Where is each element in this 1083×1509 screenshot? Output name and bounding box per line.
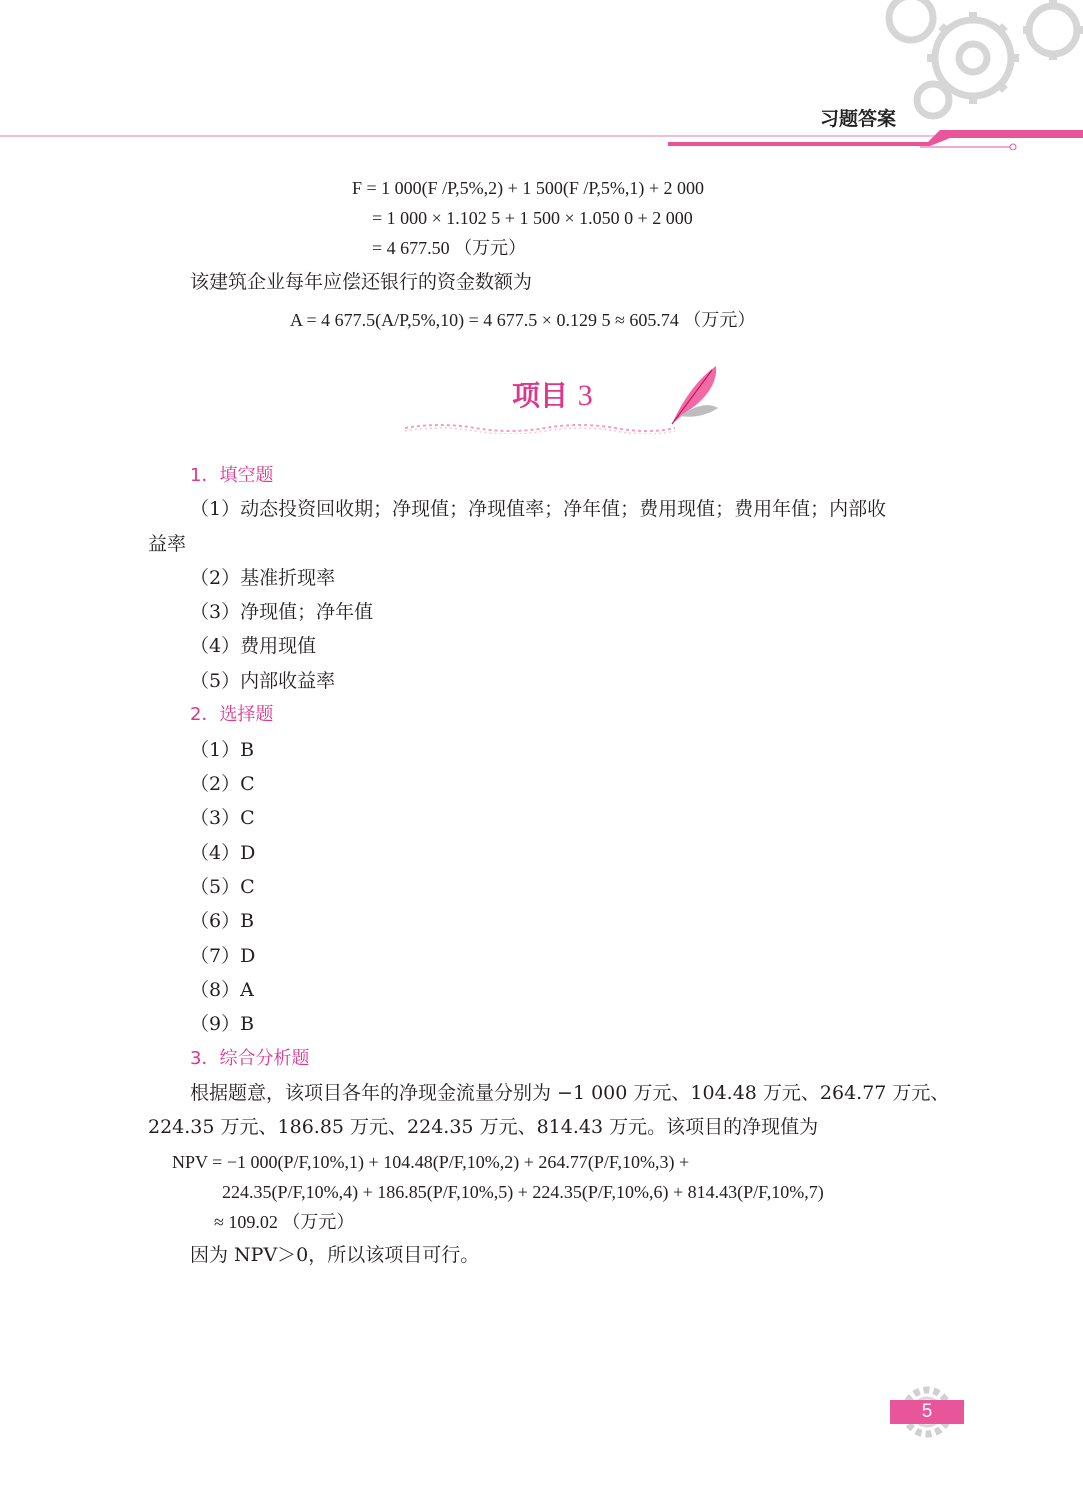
header-title: 习题答案 xyxy=(820,108,897,130)
npv-formula-line-2: 224.35(P/F,10%,4) + 186.85(P/F,10%,5) + 224.35(P/F,10%,6) + 814.43(P/F,10%,7) xyxy=(222,1182,824,1202)
choice-answer: （8）A xyxy=(190,979,254,1001)
project-title-number: 3 xyxy=(577,379,593,412)
choice-answer: （9）B xyxy=(190,1013,255,1035)
project-title-text: 项目 xyxy=(512,379,569,412)
page-number: 5 xyxy=(890,1400,964,1424)
analysis-paragraph-line-2: 224.35 万元、186.85 万元、224.35 万元、814.43 万元。该项目的净现值为 xyxy=(148,1116,819,1138)
npv-formula-line-1: NPV = −1 000(P/F,10%,1) + 104.48(P/F,10%,2) + 264.77(P/F,10%,3) + xyxy=(172,1152,690,1172)
choice-answer: （7）D xyxy=(190,945,256,967)
fill-in-item: （4）费用现值 xyxy=(190,635,317,657)
wavy-divider xyxy=(405,420,675,434)
npv-formula-line-3: ≈ 109.02 （万元） xyxy=(214,1212,355,1232)
fill-in-item: （3）净现值；净年值 xyxy=(190,601,374,623)
fill-in-item-1-line-1: （1）动态投资回收期；净现值；净现值率；净年值；费用现值；费用年值；内部收 xyxy=(190,498,887,520)
conclusion: 因为 NPV＞0，所以该项目可行。 xyxy=(190,1244,480,1266)
choice-answer: （3）C xyxy=(190,807,255,829)
analysis-paragraph-line-1: 根据题意，该项目各年的净现金流量分别为 −1 000 万元、104.48 万元、264.77 万元、 xyxy=(190,1082,950,1104)
choice-answer: （2）C xyxy=(190,773,255,795)
section-heading-choice: 2．选择题 xyxy=(190,704,274,725)
fill-in-item: （2）基准折现率 xyxy=(190,567,336,589)
choice-answer: （4）D xyxy=(190,842,256,864)
annuity-formula: A = 4 677.5(A/P,5%,10) = 4 677.5 × 0.129 5 ≈ 605.74 （万元） xyxy=(290,310,756,330)
section-heading-analysis: 3．综合分析题 xyxy=(190,1048,310,1069)
fill-in-item: （5）内部收益率 xyxy=(190,670,336,692)
formula-line-2: = 1 000 × 1.102 5 + 1 500 × 1.050 0 + 2 000 xyxy=(372,208,693,228)
fill-in-item-1-line-2: 益率 xyxy=(148,533,187,555)
intro-sentence: 该建筑企业每年应偿还银行的资金数额为 xyxy=(190,271,533,293)
choice-answer: （1）B xyxy=(190,739,255,761)
header-rule xyxy=(0,130,1083,150)
choice-answer: （6）B xyxy=(190,910,255,932)
formula-line-1: F = 1 000(F /P,5%,2) + 1 500(F /P,5%,1) + 2 000 xyxy=(352,178,704,198)
section-heading-fill-in: 1．填空题 xyxy=(190,465,274,486)
formula-line-3: = 4 677.50 （万元） xyxy=(372,238,527,258)
choice-answer: （5）C xyxy=(190,876,255,898)
project-title xyxy=(512,374,593,414)
